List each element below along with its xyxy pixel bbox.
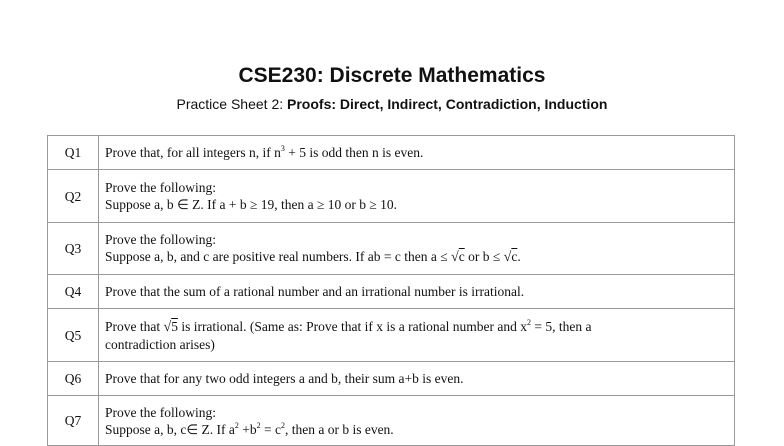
q7-line1: Prove the following: [105, 404, 216, 420]
q7-text-b: +b [238, 421, 257, 437]
radical-sign: √ [503, 250, 512, 265]
q1-exponent: 3 [280, 144, 285, 153]
question-row-q3 [48, 223, 735, 275]
q7-exponent-b: 2 [256, 420, 261, 430]
question-row-q4 [48, 275, 735, 309]
q3-line1: Prove the following: [105, 232, 216, 247]
q3-text-end: . [517, 249, 521, 264]
q3-text-a: Suppose a, b, and c are positive real numbers. If ab = c then a ≤ [105, 249, 452, 264]
q3-radicand-2: c [511, 249, 518, 264]
q5-line2: contradiction arises) [105, 336, 215, 352]
question-number: Q7 [48, 396, 99, 446]
q7-text-c: = c [260, 421, 281, 437]
question-number: Q4 [48, 275, 99, 309]
question-table [47, 135, 735, 446]
q5-text-c: = 5, then a [530, 318, 592, 334]
page-subtitle [0, 96, 784, 112]
q2-line2: Suppose a, b ∈ Z. If a + b ≥ 19, then a ≥ 10 or b ≥ 10. [105, 197, 398, 212]
question-text [99, 396, 735, 446]
q7-text-a: Suppose a, b, c∈ Z. If a [105, 421, 235, 437]
question-text [99, 136, 735, 170]
q3-radicand-1: c [458, 249, 465, 264]
q1-text-a: Prove that, for all integers n, if n [105, 145, 281, 160]
q3-text-mid: or b ≤ [464, 249, 504, 264]
q5-text-b: is irrational. (Same as: Prove that if x is a rational number and x [177, 318, 527, 334]
question-text: Prove that for any two odd integers a and b, their sum a+b is even. [99, 362, 735, 396]
radical-sign: √ [163, 319, 172, 335]
question-row-q5 [48, 309, 735, 362]
q5-exponent: 2 [526, 317, 531, 327]
q7-exponent-c: 2 [280, 420, 285, 430]
question-number: Q1 [48, 136, 99, 170]
subtitle-topics: Proofs: Direct, Indirect, Contradiction, Induction [287, 96, 608, 112]
question-text: Prove that the sum of a rational number and an irrational number is irrational. [99, 275, 735, 309]
q7-exponent-a: 2 [234, 420, 239, 430]
question-number: Q2 [48, 170, 99, 223]
q2-line1: Prove the following: [105, 180, 216, 195]
q5-text-a: Prove that [105, 318, 164, 334]
question-number: Q5 [48, 309, 99, 362]
radical-sign: √ [451, 250, 459, 265]
question-text [99, 309, 735, 362]
question-number: Q6 [48, 362, 99, 396]
q1-text-b: + 5 is odd then n is even. [284, 145, 424, 160]
q5-radicand: 5 [171, 318, 178, 334]
q3-line2 [105, 248, 728, 266]
q5-line1 [105, 318, 728, 336]
question-row-q1 [48, 136, 735, 170]
question-row-q2 [48, 170, 735, 223]
question-text [99, 170, 735, 223]
question-text [99, 223, 735, 275]
page-title: CSE230: Discrete Mathematics [238, 64, 546, 87]
subtitle-prefix: Practice Sheet 2: [176, 96, 288, 112]
question-number: Q3 [48, 223, 99, 275]
q7-line2 [105, 421, 728, 438]
question-row-q7 [48, 396, 735, 446]
q7-text-d: , then a or b is even. [284, 421, 394, 437]
question-row-q6 [48, 362, 735, 396]
